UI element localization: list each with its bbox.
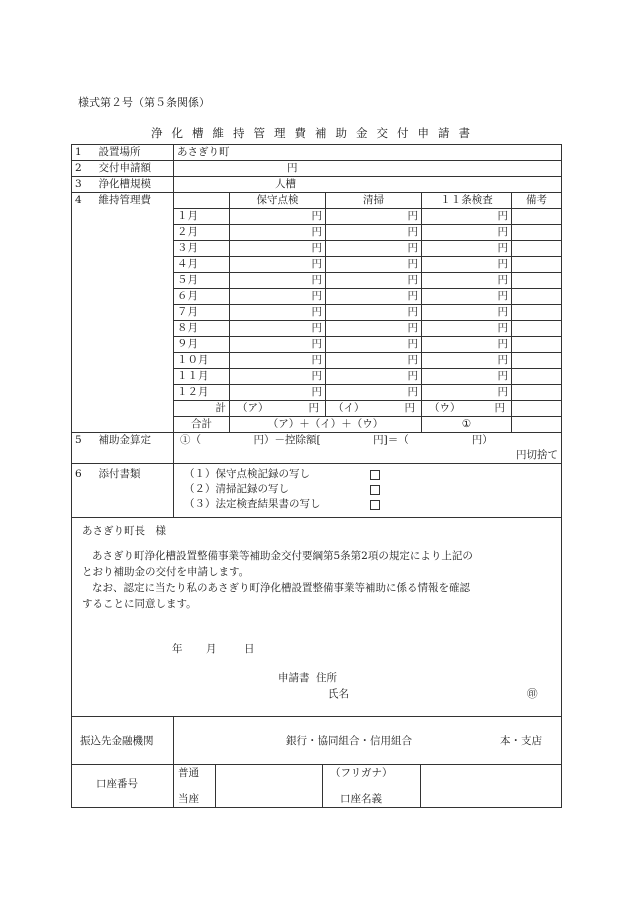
amount-cleaning[interactable]: 円 bbox=[326, 289, 422, 305]
paragraph-2: なお、認定に当たり私のあさぎり町浄化槽設置整備事業等補助に係る情報を確認 bbox=[92, 582, 470, 594]
amount-cleaning[interactable]: 円 bbox=[326, 353, 422, 369]
grand-total-formula: （ア）＋（イ）＋（ウ） bbox=[230, 417, 422, 433]
bank-label: 振込先金融機関 bbox=[80, 735, 154, 747]
header-cleaning: 清掃 bbox=[326, 193, 422, 209]
remarks-cell[interactable] bbox=[512, 225, 562, 241]
applicant-label: 申請書 bbox=[278, 672, 310, 684]
amount-inspection[interactable]: 円 bbox=[230, 337, 326, 353]
amount-inspection[interactable]: 円 bbox=[230, 273, 326, 289]
furigana-label: （フリガナ） bbox=[330, 767, 393, 779]
account-type-futsu[interactable]: 普通 bbox=[178, 767, 199, 779]
amount-article11[interactable]: 円 bbox=[422, 353, 512, 369]
amount-inspection[interactable]: 円 bbox=[230, 257, 326, 273]
month-label: １２月 bbox=[174, 385, 230, 401]
month-row bbox=[72, 353, 562, 369]
account-type-toza[interactable]: 当座 bbox=[178, 793, 199, 805]
addressee: あさぎり町長 様 bbox=[82, 525, 166, 537]
attachment-checkbox[interactable] bbox=[370, 470, 380, 480]
row-maint-header: 4 維持管理費 保守点検 清掃 １１条検査 備考 bbox=[72, 193, 562, 209]
bank-types[interactable]: 銀行・協同組合・信用組合 bbox=[286, 735, 412, 747]
amount-cleaning[interactable]: 円 bbox=[326, 209, 422, 225]
remarks-cell[interactable] bbox=[512, 305, 562, 321]
amount-inspection[interactable]: 円 bbox=[230, 353, 326, 369]
attachment-item: （１）保守点検記録の写し bbox=[184, 468, 310, 480]
month-label: ８月 bbox=[174, 321, 230, 337]
amount-inspection[interactable]: 円 bbox=[230, 289, 326, 305]
amount-inspection[interactable]: 円 bbox=[230, 209, 326, 225]
amount-article11[interactable]: 円 bbox=[422, 257, 512, 273]
grand-total-row bbox=[72, 417, 562, 433]
application-table bbox=[71, 144, 562, 518]
month-label: ５月 bbox=[174, 273, 230, 289]
bank-institution-row bbox=[72, 717, 561, 765]
amount-cleaning[interactable]: 円 bbox=[326, 257, 422, 273]
subtotal-label: 計 bbox=[174, 401, 230, 417]
amount-inspection[interactable]: 円 bbox=[230, 305, 326, 321]
amount-cleaning[interactable]: 円 bbox=[326, 225, 422, 241]
amount-article11[interactable]: 円 bbox=[422, 273, 512, 289]
paragraph-1b: とおり補助金の交付を申請します。 bbox=[82, 566, 250, 578]
month-label: ９月 bbox=[174, 337, 230, 353]
date-year[interactable]: 年 bbox=[172, 643, 183, 655]
header-article11: １１条検査 bbox=[422, 193, 512, 209]
remarks-cell[interactable] bbox=[512, 209, 562, 225]
bank-section bbox=[71, 716, 562, 808]
row-calculation: 5 補助金算定 ①（ 円）－控除額[ 円]＝（ 円） 円切捨て bbox=[72, 433, 562, 464]
month-row bbox=[72, 273, 562, 289]
amount-inspection[interactable]: 円 bbox=[230, 241, 326, 257]
amount-article11[interactable]: 円 bbox=[422, 369, 512, 385]
row-attachments: 6 添付書類 （１）保守点検記録の写し （２）清掃記録の写し （３）法定検査結果書の写し bbox=[72, 464, 562, 518]
remarks-cell[interactable] bbox=[512, 337, 562, 353]
row-scale: 3 浄化槽規模 人槽 bbox=[72, 177, 562, 193]
month-label: ６月 bbox=[174, 289, 230, 305]
date-day[interactable]: 日 bbox=[244, 643, 255, 655]
remarks-cell[interactable] bbox=[512, 241, 562, 257]
month-row bbox=[72, 209, 562, 225]
amount-inspection[interactable]: 円 bbox=[230, 321, 326, 337]
month-label: １０月 bbox=[174, 353, 230, 369]
month-row bbox=[72, 289, 562, 305]
month-row bbox=[72, 225, 562, 241]
month-row bbox=[72, 305, 562, 321]
form-number: 様式第２号（第５条関係） bbox=[78, 96, 210, 109]
subtotal-article11[interactable]: （ウ） 円 bbox=[422, 401, 512, 417]
name-label[interactable]: 氏名 bbox=[328, 688, 349, 700]
account-holder-label: 口座名義 bbox=[340, 793, 382, 805]
amount-article11[interactable]: 円 bbox=[422, 241, 512, 257]
month-row bbox=[72, 257, 562, 273]
amount-cleaning[interactable]: 円 bbox=[326, 305, 422, 321]
month-row bbox=[72, 337, 562, 353]
amount-inspection[interactable]: 円 bbox=[230, 369, 326, 385]
amount-article11[interactable]: 円 bbox=[422, 225, 512, 241]
amount-inspection[interactable]: 円 bbox=[230, 225, 326, 241]
month-label: １月 bbox=[174, 209, 230, 225]
location-value[interactable]: あさぎり町 bbox=[174, 145, 562, 161]
month-label: ２月 bbox=[174, 225, 230, 241]
month-row bbox=[72, 385, 562, 401]
address-label[interactable]: 住所 bbox=[316, 672, 337, 684]
amount-article11[interactable]: 円 bbox=[422, 321, 512, 337]
paragraph-1: あさぎり町浄化槽設置整備事業等補助金交付要綱第5条第2項の規定により上記の bbox=[92, 550, 473, 562]
attachment-checkbox[interactable] bbox=[370, 485, 380, 495]
month-row bbox=[72, 321, 562, 337]
month-row bbox=[72, 241, 562, 257]
row-amount: 2 交付申請額 円 bbox=[72, 161, 562, 177]
amount-cleaning[interactable]: 円 bbox=[326, 321, 422, 337]
amount-cleaning[interactable]: 円 bbox=[326, 385, 422, 401]
seal-icon: ㊞ bbox=[527, 688, 538, 700]
remarks-cell[interactable] bbox=[512, 353, 562, 369]
amount-inspection[interactable]: 円 bbox=[230, 385, 326, 401]
month-label: ７月 bbox=[174, 305, 230, 321]
bank-branch[interactable]: 本・支店 bbox=[500, 735, 542, 747]
attachment-item: （３）法定検査結果書の写し bbox=[184, 498, 321, 510]
remarks-cell[interactable] bbox=[512, 273, 562, 289]
amount-cleaning[interactable]: 円 bbox=[326, 337, 422, 353]
amount-article11[interactable]: 円 bbox=[422, 209, 512, 225]
amount-article11[interactable]: 円 bbox=[422, 305, 512, 321]
amount-article11[interactable]: 円 bbox=[422, 385, 512, 401]
account-number-field[interactable] bbox=[215, 764, 322, 807]
document-title: 浄化槽維持管理費補助金交付申請書 bbox=[151, 126, 479, 140]
header-remarks: 備考 bbox=[512, 193, 562, 209]
month-label: ３月 bbox=[174, 241, 230, 257]
amount-cleaning[interactable]: 円 bbox=[326, 273, 422, 289]
month-label: １１月 bbox=[174, 369, 230, 385]
remarks-cell[interactable] bbox=[512, 385, 562, 401]
amount-cleaning[interactable]: 円 bbox=[326, 241, 422, 257]
scale-value[interactable]: 人槽 bbox=[174, 177, 562, 193]
attachment-item: （２）清掃記録の写し bbox=[184, 483, 289, 495]
subtotal-row bbox=[72, 401, 562, 417]
amount-article11[interactable]: 円 bbox=[422, 289, 512, 305]
amount-article11[interactable]: 円 bbox=[422, 337, 512, 353]
remarks-cell[interactable] bbox=[512, 321, 562, 337]
month-row bbox=[72, 369, 562, 385]
calculation-field[interactable]: ①（ 円）－控除額[ 円]＝（ 円） 円切捨て bbox=[174, 433, 562, 464]
subtotal-cleaning[interactable]: （イ） 円 bbox=[326, 401, 422, 417]
remarks-cell[interactable] bbox=[512, 369, 562, 385]
grand-total-label: 合計 bbox=[174, 417, 230, 433]
amount-cleaning[interactable]: 円 bbox=[326, 369, 422, 385]
account-number-label: 口座番号 bbox=[96, 778, 138, 790]
grand-total-result[interactable]: ① bbox=[422, 417, 512, 433]
header-inspection: 保守点検 bbox=[230, 193, 326, 209]
subtotal-inspection[interactable]: （ア） 円 bbox=[230, 401, 326, 417]
account-holder-field[interactable] bbox=[420, 764, 561, 807]
date-month[interactable]: 月 bbox=[206, 643, 217, 655]
paragraph-2b: することに同意します。 bbox=[82, 598, 197, 610]
month-label: ４月 bbox=[174, 257, 230, 273]
declaration-box bbox=[71, 508, 562, 717]
remarks-cell[interactable] bbox=[512, 289, 562, 305]
amount-value[interactable]: 円 bbox=[174, 161, 562, 177]
row-location: 1 設置場所 あさぎり町 bbox=[72, 145, 562, 161]
remarks-cell[interactable] bbox=[512, 257, 562, 273]
